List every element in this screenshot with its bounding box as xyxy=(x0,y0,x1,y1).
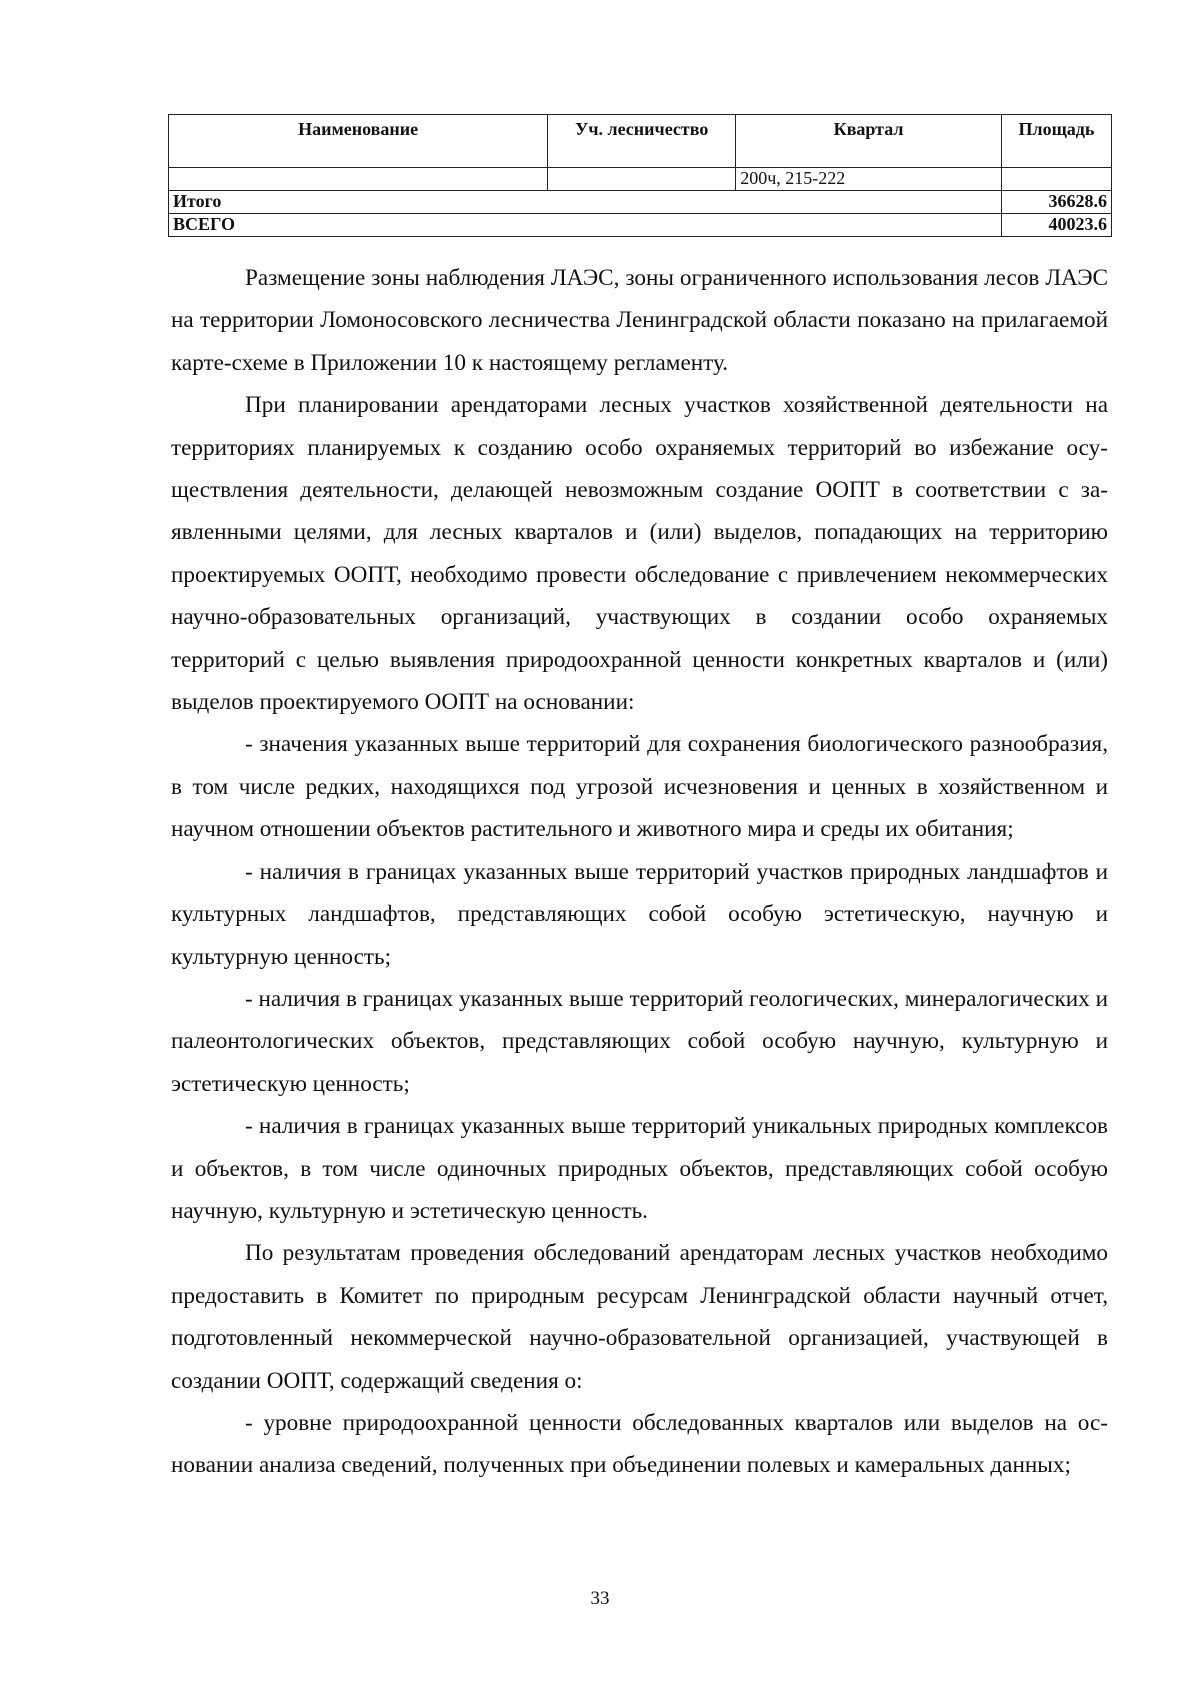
paragraph-survey-results: По результатам проведения обследований арендаторам лесных участков необходимо предоставить в Комитет по природным ресурсам Ленинградской области научный отчет, подготовленный некоммерческой научно-образовательной организацией, участвующей в создании ООПТ, содержащий сведения о: xyxy=(171,1240,1108,1394)
table-cell-name xyxy=(169,168,548,191)
header-forestry-district: Уч. лесничество xyxy=(548,115,736,168)
paragraph-planning-survey: При планировании арендаторами лесных участков хозяйственной деятельности на территориях планируемых к созданию особо охраняемых территорий во избежание осуществления деятельности, делающей невозможным создание ООПТ в соответствии с заявленными целями, для лесных кварталов и (или) выделов, попадающих на территорию проектируемых ООПТ, необходимо провести обследование с привлечением некоммерческих научно-образовательных организаций, участвующих в создании особо охраняемых территорий с целью выявления природоохранной ценности конкретных кварталов и (или) выделов проектируемого ООПТ на основании: xyxy=(171,392,1108,716)
paragraph-observation-zone: Размещение зоны наблюдения ЛАЭС, зоны ограниченного использования лесов ЛАЭС на территории Ломоносовского лесничества Ленинградской области показано на прилагаемой карте-схеме в Приложении 10 к настоящему регламенту. xyxy=(171,265,1108,376)
table-row xyxy=(169,168,1112,191)
subtotal-label: Итого xyxy=(169,191,1002,214)
table-cell-area xyxy=(1001,168,1111,191)
table-cell-forestry-district xyxy=(548,168,736,191)
table-grand-total-row xyxy=(169,214,1112,237)
body-text xyxy=(171,257,1108,1487)
list-item-unique-complexes: - наличия в границах указанных выше территорий уникальных природных комплексов и объектов, в том числе одиночных природных объектов, представляющих собой особую научную, культурную и эстетическую ценность. xyxy=(171,1113,1108,1224)
subtotal-value: 36628.6 xyxy=(1001,191,1111,214)
list-item-biodiversity: - значения указанных выше территорий для сохранения биологического разнообразия, в том числе редких, находящихся под угрозой исчезновения и ценных в хозяйственном и научном отношении объектов растительного и животного мира и среды их обитания; xyxy=(171,731,1108,843)
grand-total-value: 40023.6 xyxy=(1001,214,1111,237)
header-quarter: Квартал xyxy=(736,115,1002,168)
header-name: Наименование xyxy=(169,115,548,168)
table-subtotal-row xyxy=(169,191,1112,214)
header-area: Площадь xyxy=(1001,115,1111,168)
list-item-landscapes: - наличия в границах указанных выше территорий участков природных ландшафтов и культурных ландшафтов, представляющих собой особую эстетическую, научную и культурную ценность; xyxy=(171,858,1108,970)
grand-total-label: ВСЕГО xyxy=(169,214,1002,237)
page-number: 33 xyxy=(590,1588,610,1609)
forest-areas-table xyxy=(168,114,1112,237)
table-cell-quarter: 200ч, 215-222 xyxy=(736,168,1002,191)
table-header-row xyxy=(169,115,1112,168)
list-item-conservation-value: - уровне природоохранной ценности обследованных кварталов или выделов на основании анализа сведений, полученных при объединении полевых и камеральных данных; xyxy=(171,1409,1108,1479)
list-item-geological-objects: - наличия в границах указанных выше территорий геологических, минералогических и палеонтологических объектов, представляющих собой особую научную, культурную и эстетическую ценность; xyxy=(171,985,1108,1097)
